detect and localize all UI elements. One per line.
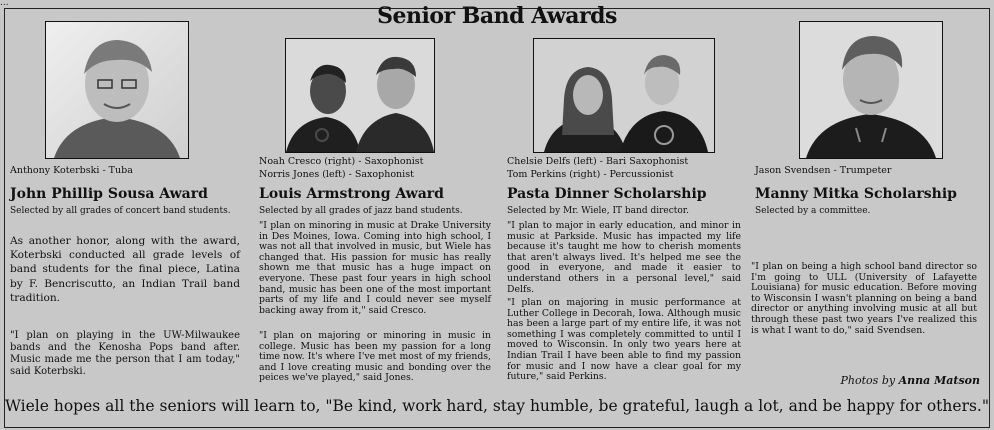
article-quote: "I plan on minoring in music at Drake University in Des Moines, Iowa. Coming into high school, I was not all that involved in music, but Wiele has changed that. His passion for music has really shown me that music has a huge impact on everyone. These past four years in high school band, music has been one of the most important parts of my life and I could never see myself backing away from it," said Cresco. xyxy=(259,220,491,316)
selection-note: Selected by Mr. Wiele, IT band director. xyxy=(507,206,689,216)
article-quote: "I plan on playing in the UW-Milwaukee bands and the Kenosha Pops band after. Music made me the person that I am today," said Koterbski. xyxy=(10,330,240,377)
closing-quote: Wiele hopes all the seniors will learn to, "Be kind, work hard, stay humble, be grateful, laugh a lot, and be happy for others." xyxy=(4,397,989,415)
award-title: Manny Mitka Scholarship xyxy=(755,186,957,202)
photo-chelsie-delfs-tom-perkins xyxy=(533,38,715,153)
photo-anthony-koterbski xyxy=(45,21,189,159)
article-quote: "I plan on being a high school band director so I'm going to ULL (University of Lafayette Louisiana) for music education. Before moving to Wisconsin I wasn't planning on being a band director or anything involving music at all but through these past two years I've realized this is what I want to do," said Svendsen. xyxy=(751,261,977,336)
selection-note: Selected by all grades of jazz band students. xyxy=(259,206,463,216)
award-title: John Phillip Sousa Award xyxy=(10,186,208,202)
selection-note: Selected by a committee. xyxy=(755,206,871,216)
photo-caption: Chelsie Delfs (left) - Bari Saxophonist xyxy=(507,156,689,167)
award-title: Pasta Dinner Scholarship xyxy=(507,186,707,202)
selection-note: Selected by all grades of concert band students. xyxy=(10,206,231,216)
photo-jason-svendsen xyxy=(799,21,943,159)
photo-noah-cresco-norris-jones xyxy=(285,38,435,153)
article-quote: "I plan on majoring or minoring in music in college. Music has been my passion for a long time now. It's where I've met most of my friends, and I love creating music and bonding over the peices we've played," said Jones. xyxy=(259,330,491,384)
article-title: Senior Band Awards xyxy=(377,3,617,29)
photo-credit xyxy=(841,374,980,387)
photo-caption: Jason Svendsen - Trumpeter xyxy=(755,165,892,176)
photo-caption: Anthony Koterbski - Tuba xyxy=(10,165,133,176)
previous-article-cutoff-text: ... xyxy=(0,0,9,6)
article-quote: "I plan to major in early education, and minor in music at Parkside. Music has impacted my life because it's taught me how to cherish moments that aren't always lived. It's helped me see the good in everyone, and made it easier to understand others in a personal level," said Delfs. xyxy=(507,220,741,295)
photo-caption: Norris Jones (left) - Saxophonist xyxy=(259,169,414,180)
photo-caption: Noah Cresco (right) - Saxophonist xyxy=(259,156,424,167)
award-title: Louis Armstrong Award xyxy=(259,186,444,202)
photo-credit-name: Anna Matson xyxy=(898,374,980,387)
photo-credit-prefix: Photos by xyxy=(840,374,896,387)
article-paragraph: As another honor, along with the award, Koterbski conducted all grade levels of band students for the final piece, Latina by F. Bencriscutto, an Indian Trail band tradition. xyxy=(10,235,240,304)
photo-caption: Tom Perkins (right) - Percussionist xyxy=(507,169,674,180)
article-quote: "I plan on majoring in music performance at Luther College in Decorah, Iowa. Although music has been a large part of my entire life, it was not something I was completely committed to until I moved to Wisconsin. In only two years here at Indian Trail I have been able to find my passion for music and I now have a clear goal for my future," said Perkins. xyxy=(507,297,741,383)
